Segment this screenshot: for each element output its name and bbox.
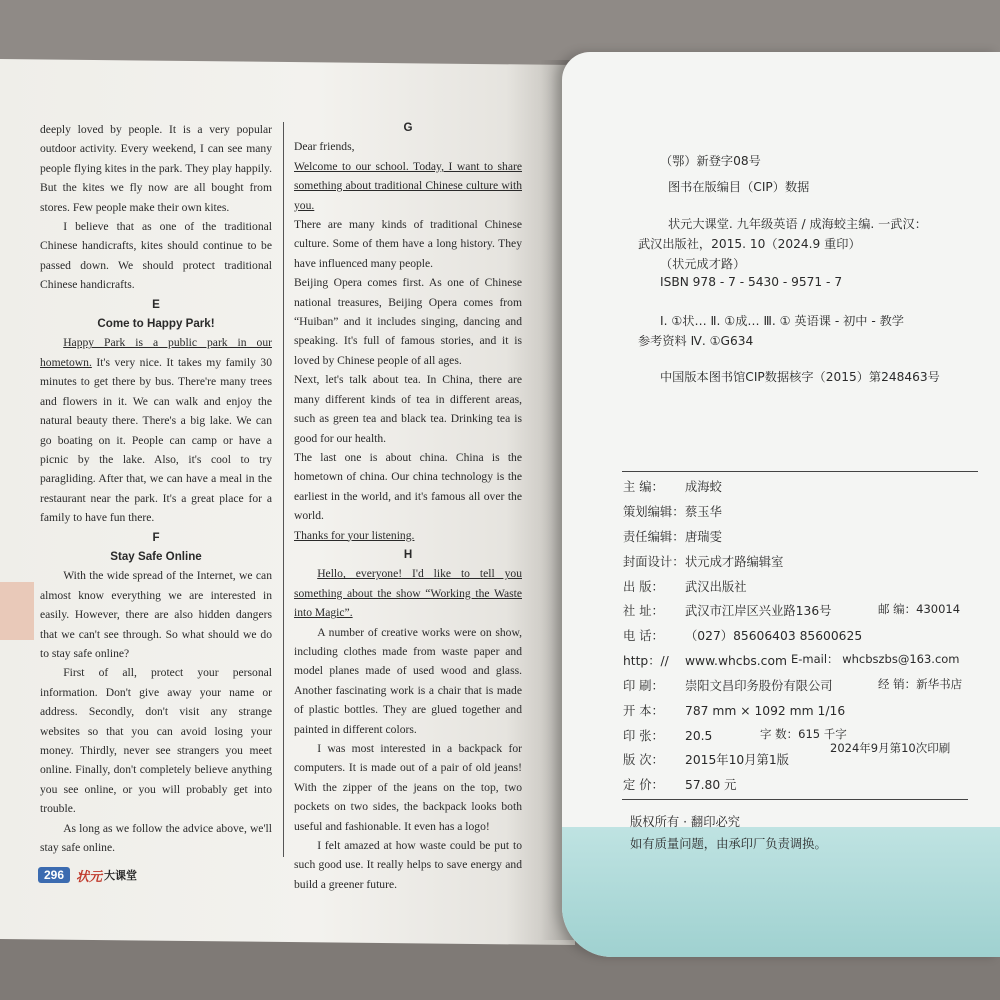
- credit-label: 电 话：: [623, 629, 664, 643]
- credit-value: 57.80 元: [685, 778, 737, 792]
- credit-row: [623, 750, 789, 768]
- paragraph: With the wide spread of the Internet, we can almost know everything we are interested in easily. However, there are also hidden dangers that we can't see through. So what should we do to stay safe online?: [40, 569, 272, 660]
- credit-label: 策划编辑：: [623, 505, 685, 519]
- left-text-column: [40, 120, 272, 857]
- underlined-text: Welcome to our school. Today, I want to share something about traditional Chinese culture with you.: [294, 159, 522, 212]
- section-title-f: Stay Safe Online: [110, 549, 202, 563]
- paragraph: Beijing Opera comes first. As one of Chinese national treasures, Beijing Opera comes from “Huiban” and it includes singing, dancing and speaking. It's full of famous stories, and it is loved by Chinese people of all ages.: [294, 276, 522, 367]
- registration-number: （鄂）新登字08号: [660, 154, 761, 168]
- credit-row: [623, 577, 747, 595]
- credit-value: 武汉出版社: [685, 580, 747, 594]
- credit-row: [623, 552, 783, 570]
- credit-row: [623, 726, 712, 744]
- underlined-text: Happy Park is a public park in our hometown.: [40, 336, 272, 369]
- middle-text-column: [294, 118, 522, 894]
- reprint-info: 2024年9月第10次印刷: [830, 741, 951, 755]
- cip-number: 中国版本图书馆CIP数据核字（2015）第248463号: [660, 370, 940, 384]
- isbn: ISBN 978 - 7 - 5430 - 9571 - 7: [660, 275, 843, 289]
- credit-value: 成海蛟: [685, 480, 722, 494]
- brand-name: 大课堂: [104, 870, 138, 882]
- cip-line: 武汉出版社，2015. 10（2024.9 重印）: [638, 237, 861, 251]
- credit-label: 封面设计：: [623, 555, 685, 569]
- credit-value: 状元成才路编辑室: [685, 555, 784, 569]
- paragraph: A number of creative works were on show, including clothes made from waste paper and model planes made of used wood and glass. Another fascinating work is a chair that is made of plastic bottles. They are glued together and painted in different colors.: [294, 625, 522, 736]
- word-count: 字 数：615 千字: [760, 727, 847, 741]
- divider-line: [622, 799, 968, 800]
- paragraph: As long as we follow the advice above, we'll stay safe online.: [40, 821, 272, 855]
- credit-label: 责任编辑：: [623, 530, 685, 544]
- column-divider: [283, 122, 284, 857]
- credit-row: [623, 601, 831, 619]
- credit-value: www.whcbs.com: [685, 654, 787, 668]
- credit-label: 印 刷：: [623, 679, 664, 693]
- section-title-e: Come to Happy Park!: [97, 317, 215, 331]
- classification: 参考资料 Ⅳ. ①G634: [638, 334, 754, 348]
- email: E-mail： whcbszbs@163.com: [791, 652, 960, 666]
- credit-value: 武汉市江岸区兴业路136号: [685, 604, 832, 618]
- section-letter-e: E: [152, 297, 160, 311]
- greeting: Dear friends,: [294, 140, 355, 154]
- credit-label: 社 址：: [623, 604, 664, 618]
- postcode: 邮 编：430014: [878, 602, 961, 616]
- classification: Ⅰ. ①状… Ⅱ. ①成… Ⅲ. ① 英语课 - 初中 - 教学: [660, 314, 904, 328]
- credit-row: [623, 651, 787, 669]
- credit-label: http：//: [623, 654, 669, 668]
- credit-label: 版 次：: [623, 753, 664, 767]
- credit-value: 崇阳文昌印务股份有限公司: [685, 679, 833, 693]
- paragraph: First of all, protect your personal information. Don't give away your name or address. Secondly, don't visit any strange websites so that you can avoid losing your money. Thirdly, never see strangers you meet online. Finally, don't completely believe anything you see online, or you will probably get into trouble.: [40, 666, 272, 816]
- section-letter-f: F: [152, 530, 160, 544]
- credit-row: [623, 626, 862, 644]
- credit-row: [623, 701, 845, 719]
- page-side-tab: [0, 582, 34, 640]
- credit-label: 定 价：: [623, 778, 664, 792]
- paragraph: There are many kinds of traditional Chinese culture. Some of them have a long history. They have influenced many people.: [294, 218, 522, 270]
- credit-row: [623, 502, 722, 520]
- credit-label: 主 编：: [623, 480, 664, 494]
- underlined-text: Hello, everyone! I'd like to tell you something about the show “Working the Waste into Magic”.: [294, 567, 522, 620]
- credit-value: 20.5: [685, 729, 713, 743]
- quality-notice: 如有质量问题，由承印厂负责调换。: [630, 837, 827, 851]
- page-number: 296: [38, 867, 70, 883]
- paragraph: I was most interested in a backpack for computers. It is made out of a pair of old jeans! With the zipper of the jeans on the top, two pockets on two sides, the backpack looks both useful and fashionable. It even has a logo!: [294, 742, 522, 833]
- cip-line: （状元成才路）: [660, 257, 746, 271]
- cip-title: 图书在版编目（CIP）数据: [668, 180, 810, 194]
- credit-value: 2015年10月第1版: [685, 753, 789, 767]
- distributor: 经 销：新华书店: [878, 677, 963, 691]
- paragraph: I believe that as one of the traditional Chinese handicrafts, kites should continue to be passed down. We should protect traditional Chinese handicrafts.: [40, 220, 272, 292]
- paragraph: deeply loved by people. It is a very popular outdoor activity. Every weekend, I can see many people flying kites in the park. They play happily. But the kites we fly now are all bought from stores. Few people make their own kites.: [40, 123, 272, 214]
- credit-value: 蔡玉华: [685, 505, 722, 519]
- copyright-notice: 版权所有 · 翻印必究: [630, 815, 741, 829]
- paragraph: Next, let's talk about tea. In China, there are many different kinds of tea in different areas, such as green tea and black tea. Drinking tea is good for our health.: [294, 373, 522, 445]
- credit-row: [623, 775, 736, 793]
- paragraph-text: It's very nice. It takes my family 30 minutes to get there by bus. There're many trees and flowers in it. We can walk and enjoy the natural beauty there. There's a big lake. We can go boating on it. People can camp or have a picnic by the lake. Also, it's cool to try paragliding. After that, we can have a meal in the restaurant near the park. It's a great place for a family to have fun there.: [40, 355, 272, 525]
- credit-value: 787 mm × 1092 mm 1/16: [685, 704, 846, 718]
- paragraph: I felt amazed at how waste could be put to such good use. It really helps to save energy and build a greener future.: [294, 839, 522, 891]
- paragraph: [40, 333, 272, 527]
- credit-value: 唐瑞雯: [685, 530, 722, 544]
- credit-label: 开 本：: [623, 704, 664, 718]
- credit-label: 出 版：: [623, 580, 664, 594]
- credit-value: （027）85606403 85600625: [685, 629, 863, 643]
- section-letter-h: H: [403, 547, 413, 561]
- credit-row: [623, 477, 722, 495]
- credit-label: 印 张：: [623, 729, 664, 743]
- underlined-text: Thanks for your listening.: [294, 528, 415, 542]
- divider-line: [622, 471, 978, 472]
- paragraph: The last one is about china. China is the hometown of china. Our china technology is the earliest in the world, and it's famous all over the world.: [294, 450, 522, 523]
- page-footer: [38, 865, 137, 885]
- section-letter-g: G: [403, 121, 413, 134]
- credit-row: [623, 676, 833, 694]
- brand-logo: 状元: [76, 868, 103, 884]
- cip-line: 状元大课堂. 九年级英语 / 成海蛟主编. 一武汉：: [668, 217, 927, 231]
- credit-row: [623, 527, 722, 545]
